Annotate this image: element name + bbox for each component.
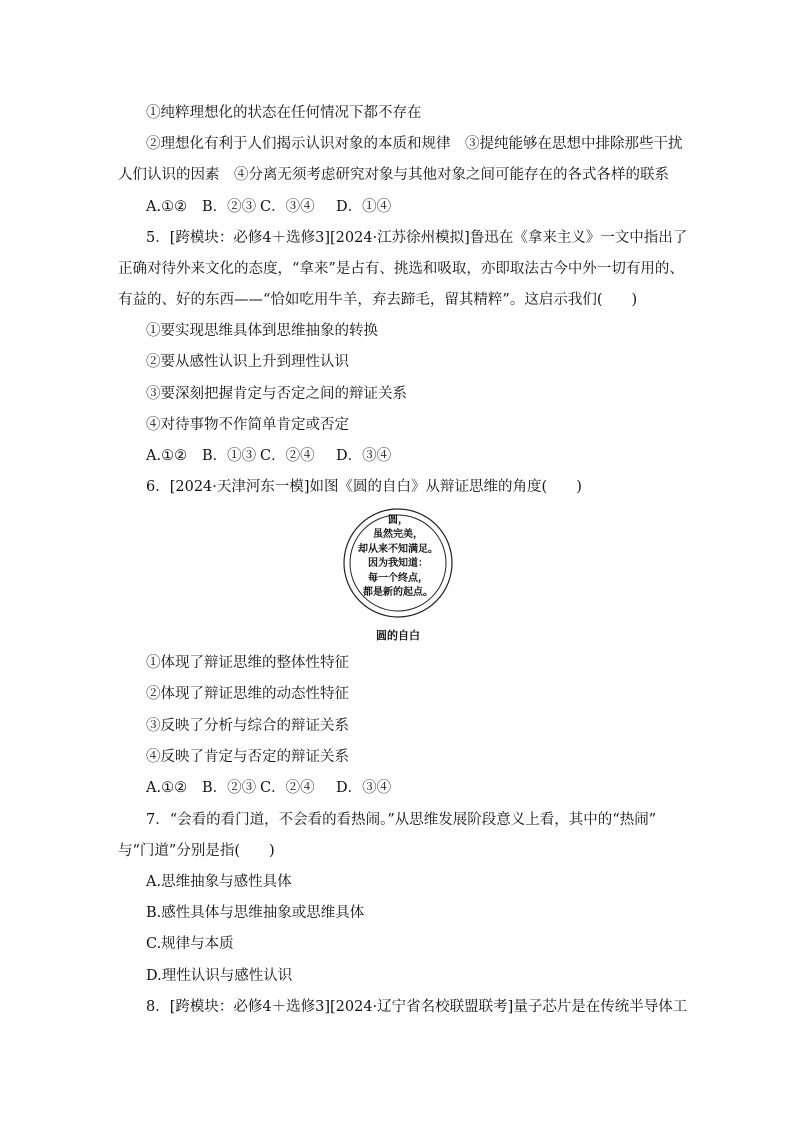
q7-option-d: D.理性认识与感性认识 bbox=[146, 968, 293, 984]
q4-statement-1: ①纯粹理想化的状态在任何情况下都不存在 bbox=[146, 105, 422, 121]
q4-statement-2-line2: 人们认识的因素 ④分离无须考虑研究对象与其他对象之间可能存在的各式各样的联系 bbox=[118, 167, 669, 183]
q5-choices bbox=[146, 446, 391, 466]
q4-choices bbox=[146, 197, 391, 217]
q5-statement-1: ①要实现思维具体到思维抽象的转换 bbox=[146, 323, 378, 339]
q6-statement-2: ②体现了辩证思维的动态性特征 bbox=[146, 686, 349, 702]
q7-option-a: A.思维抽象与感性具体 bbox=[146, 874, 292, 890]
circle-text-line-2: 虽然完美， bbox=[373, 529, 423, 541]
q4-statement-2-line1: ②理想化有利于人们揭示认识对象的本质和规律 ③提纯能够在思想中排除那些干扰 bbox=[146, 136, 683, 152]
q7-stem-line2: 与“门道”分别是指( ) bbox=[118, 843, 275, 859]
q6-choice-c: C．②④ bbox=[260, 780, 315, 796]
circle-text-line-5: 每一个终点， bbox=[368, 572, 428, 584]
q8-stem-line1: 8．[跨模块：必修4＋选修3][2024·辽宁省名校联盟联考]量子芯片是在传统半导体工 bbox=[146, 999, 688, 1015]
q4-choice-b: B．②③ bbox=[202, 199, 257, 215]
q7-option-b: B.感性具体与思维抽象或思维具体 bbox=[146, 905, 365, 921]
q4-choice-d: D．①④ bbox=[336, 199, 392, 215]
q4-choice-c: C．③④ bbox=[260, 199, 315, 215]
q7-stem-line1: 7．“会看的看门道，不会看的看热闹。”从思维发展阶段意义上看，其中的“热闹” bbox=[146, 812, 657, 828]
q5-statement-2: ②要从感性认识上升到理性认识 bbox=[146, 354, 349, 370]
q5-statement-3: ③要深刻把握肯定与否定之间的辩证关系 bbox=[146, 386, 407, 402]
circle-text-line-6: 都是新的起点。 bbox=[363, 587, 433, 599]
q6-statement-1: ①体现了辩证思维的整体性特征 bbox=[146, 655, 349, 671]
figure-caption: 圆的自白 bbox=[376, 629, 420, 642]
q5-choice-c: C．②④ bbox=[260, 448, 315, 464]
q5-stem-line2: 正确对待外来文化的态度，“拿来”是占有、挑选和吸取，亦即取法古今中外一切有用的、 bbox=[118, 261, 684, 277]
q5-stem-line3: 有益的、好的东西——“恰如吃用牛羊，弃去蹄毛，留其精粹”。这启示我们( ) bbox=[118, 292, 638, 308]
circle-text-line-3: 却从来不知满足。 bbox=[358, 543, 438, 555]
q6-choice-b: B．②③ bbox=[202, 780, 257, 796]
q5-choice-a: A.①② bbox=[146, 448, 188, 464]
circle-text-line-4: 因为我知道： bbox=[368, 558, 428, 570]
q5-statement-4: ④对待事物不作简单肯定或否定 bbox=[146, 417, 349, 433]
q5-choice-b: B．①③ bbox=[202, 448, 257, 464]
q6-statement-3: ③反映了分析与综合的辩证关系 bbox=[146, 718, 349, 734]
q6-stem: 6．[2024·天津河东一模]如图《圆的自白》从辩证思维的角度( ) bbox=[146, 479, 582, 495]
q7-option-c: C.规律与本质 bbox=[146, 936, 234, 952]
circle-text-line-1: 圆， bbox=[388, 515, 408, 526]
q5-stem-line1: 5．[跨模块：必修4＋选修3][2024·江苏徐州模拟]鲁迅在《拿来主义》一文中指出了 bbox=[146, 230, 688, 246]
q4-choice-a: A.①② bbox=[146, 199, 188, 215]
q6-statement-4: ④反映了肯定与否定的辩证关系 bbox=[146, 749, 349, 765]
q6-choice-a: A.①② bbox=[146, 780, 188, 796]
q5-choice-d: D．③④ bbox=[336, 448, 392, 464]
q6-choices bbox=[146, 778, 391, 798]
q6-choice-d: D．③④ bbox=[336, 780, 392, 796]
circle-figure-text bbox=[342, 514, 454, 600]
